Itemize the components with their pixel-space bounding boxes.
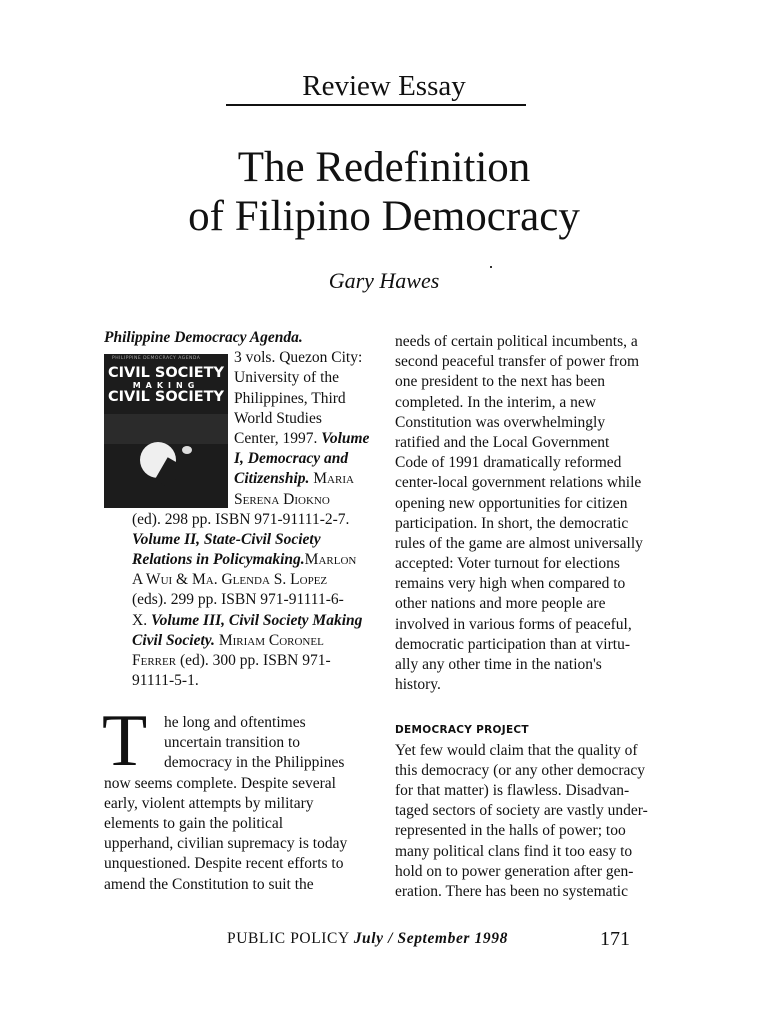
section-subhead: DEMOCRACY PROJECT <box>395 724 529 737</box>
citation-line: World Studies <box>234 409 322 427</box>
body-line: this democracy (or any other democracy <box>395 761 646 779</box>
article-title-line-1: The Redefinition <box>237 144 531 191</box>
body-line: center-local government relations while <box>395 474 642 492</box>
citation-line: 3 vols. Quezon City: <box>234 349 363 367</box>
volume-2-title: Volume II, State-Civil Society <box>132 530 321 548</box>
body-line: unquestioned. Despite recent efforts to <box>104 855 344 873</box>
body-line: eration. There has been no systematic <box>395 882 628 900</box>
body-line: needs of certain political incumbents, a <box>395 333 638 350</box>
body-line: Yet few would claim that the quality of <box>395 741 638 759</box>
cover-title-line-2: MAKING <box>132 381 200 390</box>
volume-3-title-end: Civil Society. <box>132 631 215 649</box>
volume-2-editor: Marlon <box>304 551 357 569</box>
citation-line <box>104 429 380 449</box>
body-line: he long and oftentimes <box>164 714 306 731</box>
body-line: involved in various forms of peaceful, <box>395 615 632 633</box>
page-number: 171 <box>600 928 630 950</box>
series-title: Philippine Democracy Agenda. <box>104 329 303 346</box>
body-line: early, violent attempts by military <box>104 794 314 812</box>
citation-text: Center, 1997. <box>234 429 318 447</box>
body-line: uncertain transition to <box>164 734 301 752</box>
body-line: ally any other time in the nation's <box>395 656 602 673</box>
cover-title-line-3: CIVIL SOCIETY <box>107 389 225 405</box>
cover-small-text: PHILIPPINE DEMOCRACY AGENDA <box>112 356 201 361</box>
citation-line: University of the <box>234 369 340 387</box>
body-line: ratified and the Local Government <box>395 433 610 451</box>
citation-line: Philippines, Third <box>234 389 346 407</box>
body-line: Code of 1991 dramatically reformed <box>395 454 622 472</box>
body-line: completed. In the interim, a new <box>395 393 597 411</box>
section-label: Review Essay <box>302 70 466 102</box>
volume-2-publication: (eds). 299 pp. ISBN 971-91111-6- <box>132 591 344 609</box>
body-line: other nations and more people are <box>395 595 606 613</box>
cover-title-line-1: CIVIL SOCIETY <box>107 365 225 381</box>
body-line: many political clans find it too easy to <box>395 842 633 860</box>
body-line: rules of the game are almost universally <box>395 534 643 552</box>
journal-name: PUBLIC POLICY <box>227 930 350 947</box>
body-line: now seems complete. Despite several <box>104 774 336 792</box>
body-line: upperhand, civilian supremacy is today <box>104 835 348 853</box>
body-line: taged sectors of society are vastly under- <box>395 802 648 820</box>
volume-3-editor-name: Ferrer <box>132 652 177 669</box>
article-title-line-2: of Filipino Democracy <box>188 193 580 240</box>
print-speck <box>490 266 492 268</box>
body-line: one president to the next has been <box>395 373 606 391</box>
body-line: history. <box>395 676 441 694</box>
volume-1-editor: Maria <box>313 470 354 488</box>
volume-2-title-end: Relations in Policymaking. <box>132 551 305 569</box>
body-line: second peaceful transfer of power from <box>395 353 640 371</box>
volume-1-title-end: Citizenship. <box>234 470 310 488</box>
body-line: accepted: Voter turnout for elections <box>395 555 620 573</box>
author-name: Gary Hawes <box>328 268 440 293</box>
volume-1-title: I, Democracy and <box>234 450 349 468</box>
paragraph-gap <box>395 695 675 716</box>
volume-3-publication-end: 91111-5-1. <box>132 672 199 690</box>
book-citation <box>104 328 380 691</box>
isbn-suffix: X. <box>132 611 148 629</box>
volume-label: Volume <box>321 429 370 447</box>
body-line: elements to gain the political <box>104 814 284 832</box>
volume-3-publication: (ed). 300 pp. ISBN 971- <box>176 652 331 669</box>
volume-1-publication: (ed). 298 pp. ISBN 971-91111-2-7. <box>132 510 350 528</box>
section-rule <box>226 104 526 106</box>
body-line: remains very high when compared to <box>395 575 626 593</box>
body-line: opening new opportunities for citizen <box>395 494 628 512</box>
body-text-right <box>395 332 675 902</box>
body-line: democracy in the Philippines <box>164 754 345 772</box>
issue-date: July / September 1998 <box>353 930 508 947</box>
body-line: participation. In short, the democratic <box>395 514 629 532</box>
body-text-left <box>104 713 380 895</box>
body-line: for that matter) is flawless. Disadvan- <box>395 781 630 799</box>
body-line: amend the Constitution to suit the <box>104 875 314 893</box>
drop-cap: T <box>102 700 148 782</box>
body-line: hold on to power generation after gen- <box>395 862 634 880</box>
volume-3-title: Volume III, Civil Society Making <box>150 611 363 629</box>
body-line: represented in the halls of power; too <box>395 822 626 840</box>
journal-line <box>227 928 508 950</box>
volume-1-editor-name: Serena Diokno <box>234 490 330 508</box>
body-line: Constitution was overwhelmingly <box>395 413 606 431</box>
volume-2-editors: A Wui & Ma. Glenda S. Lopez <box>132 571 328 589</box>
volume-3-editor: Miriam Coronel <box>218 631 324 649</box>
body-line: democratic participation than at virtu- <box>395 635 630 653</box>
